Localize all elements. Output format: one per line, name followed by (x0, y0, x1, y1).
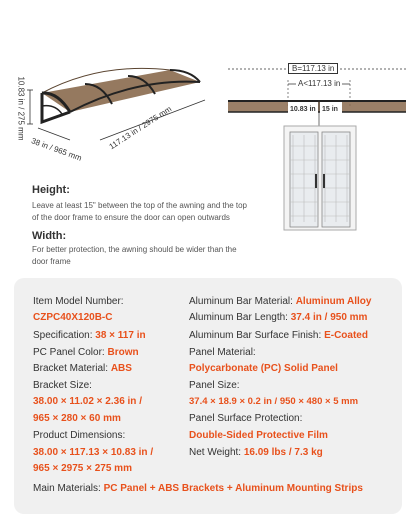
height-dimension-label: 10.83 in / 275 mm (16, 76, 26, 141)
width-section-text-1: For better protection, the awning should be wider than the (32, 245, 237, 254)
specification-row (33, 329, 146, 343)
awning-depth-label: 10.83 in (290, 106, 316, 113)
aluminum-finish-value: E-Coated (324, 330, 368, 341)
depth-dimension-label: 38 in / 965 mm (30, 136, 83, 163)
product-dimensions-value-1: 38.00 × 117.13 × 10.83 in / (33, 447, 154, 458)
width-section-title: Width: (32, 230, 67, 242)
aluminum-finish-row (189, 329, 368, 343)
model-number-label: Item Model Number: (33, 296, 124, 307)
main-materials-label: Main Materials: (33, 483, 101, 494)
panel-material-label: Panel Material: (189, 347, 256, 358)
door-awning-diagram (220, 50, 416, 235)
bracket-material-value: ABS (110, 363, 132, 374)
a-width-label: A<117.13 in (298, 79, 341, 88)
height-section-text-2: of the door frame to ensure the door can open outwards (32, 213, 230, 222)
panel-color-value: Brown (107, 347, 139, 358)
model-number-value: CZPC40X120B-C (33, 312, 113, 323)
panel-color-row (33, 346, 139, 360)
bracket-size-label: Bracket Size: (33, 380, 92, 391)
bracket-size-value-2: 965 × 280 × 60 mm (33, 413, 121, 424)
main-materials-row (33, 482, 363, 496)
aluminum-material-row (189, 295, 371, 309)
panel-surface-value: Double-Sided Protective Film (189, 430, 328, 441)
aluminum-finish-label: Aluminum Bar Surface Finish: (189, 330, 322, 341)
panel-color-label: PC Panel Color: (33, 347, 105, 358)
specification-value: 38 × 117 in (95, 330, 146, 341)
product-dimensions-label: Product Dimensions: (33, 430, 126, 441)
clearance-label: 15 in (322, 106, 338, 113)
length-dimension-label: 117.13 in / 2975 mm (107, 104, 174, 152)
height-section-title: Height: (32, 184, 70, 196)
bracket-size-value-1: 38.00 × 11.02 × 2.36 in / (33, 396, 142, 407)
panel-material-value: Polycarbonate (PC) Solid Panel (189, 363, 338, 374)
aluminum-material-label: Aluminum Bar Material: (189, 296, 293, 307)
aluminum-material-value: Aluminum Alloy (295, 296, 372, 307)
net-weight-label: Net Weight: (189, 447, 242, 458)
net-weight-row (189, 446, 323, 460)
main-materials-value: PC Panel + ABS Brackets + Aluminum Mounting Strips (103, 483, 363, 494)
product-dimensions-value-2: 965 × 2975 × 275 mm (33, 463, 132, 474)
panel-size-value: 37.4 × 18.9 × 0.2 in / 950 × 480 × 5 mm (189, 396, 359, 407)
specification-label: Specification: (33, 330, 93, 341)
french-door (284, 126, 356, 230)
bracket-material-row (33, 362, 132, 376)
aluminum-length-row (189, 311, 367, 325)
aluminum-length-value: 37.4 in / 950 mm (290, 312, 368, 323)
panel-surface-label: Panel Surface Protection: (189, 413, 303, 424)
width-section-text-2: door frame (32, 257, 71, 266)
aluminum-length-label: Aluminum Bar Length: (189, 312, 288, 323)
b-width-label: B=117.13 in (288, 63, 338, 74)
bracket-material-label: Bracket Material: (33, 363, 109, 374)
height-section-text-1: Leave at least 15" between the top of the awning and the top (32, 201, 247, 210)
net-weight-value: 16.09 lbs / 7.3 kg (243, 447, 323, 458)
panel-size-label: Panel Size: (189, 380, 240, 391)
awning-product-illustration (0, 0, 210, 185)
